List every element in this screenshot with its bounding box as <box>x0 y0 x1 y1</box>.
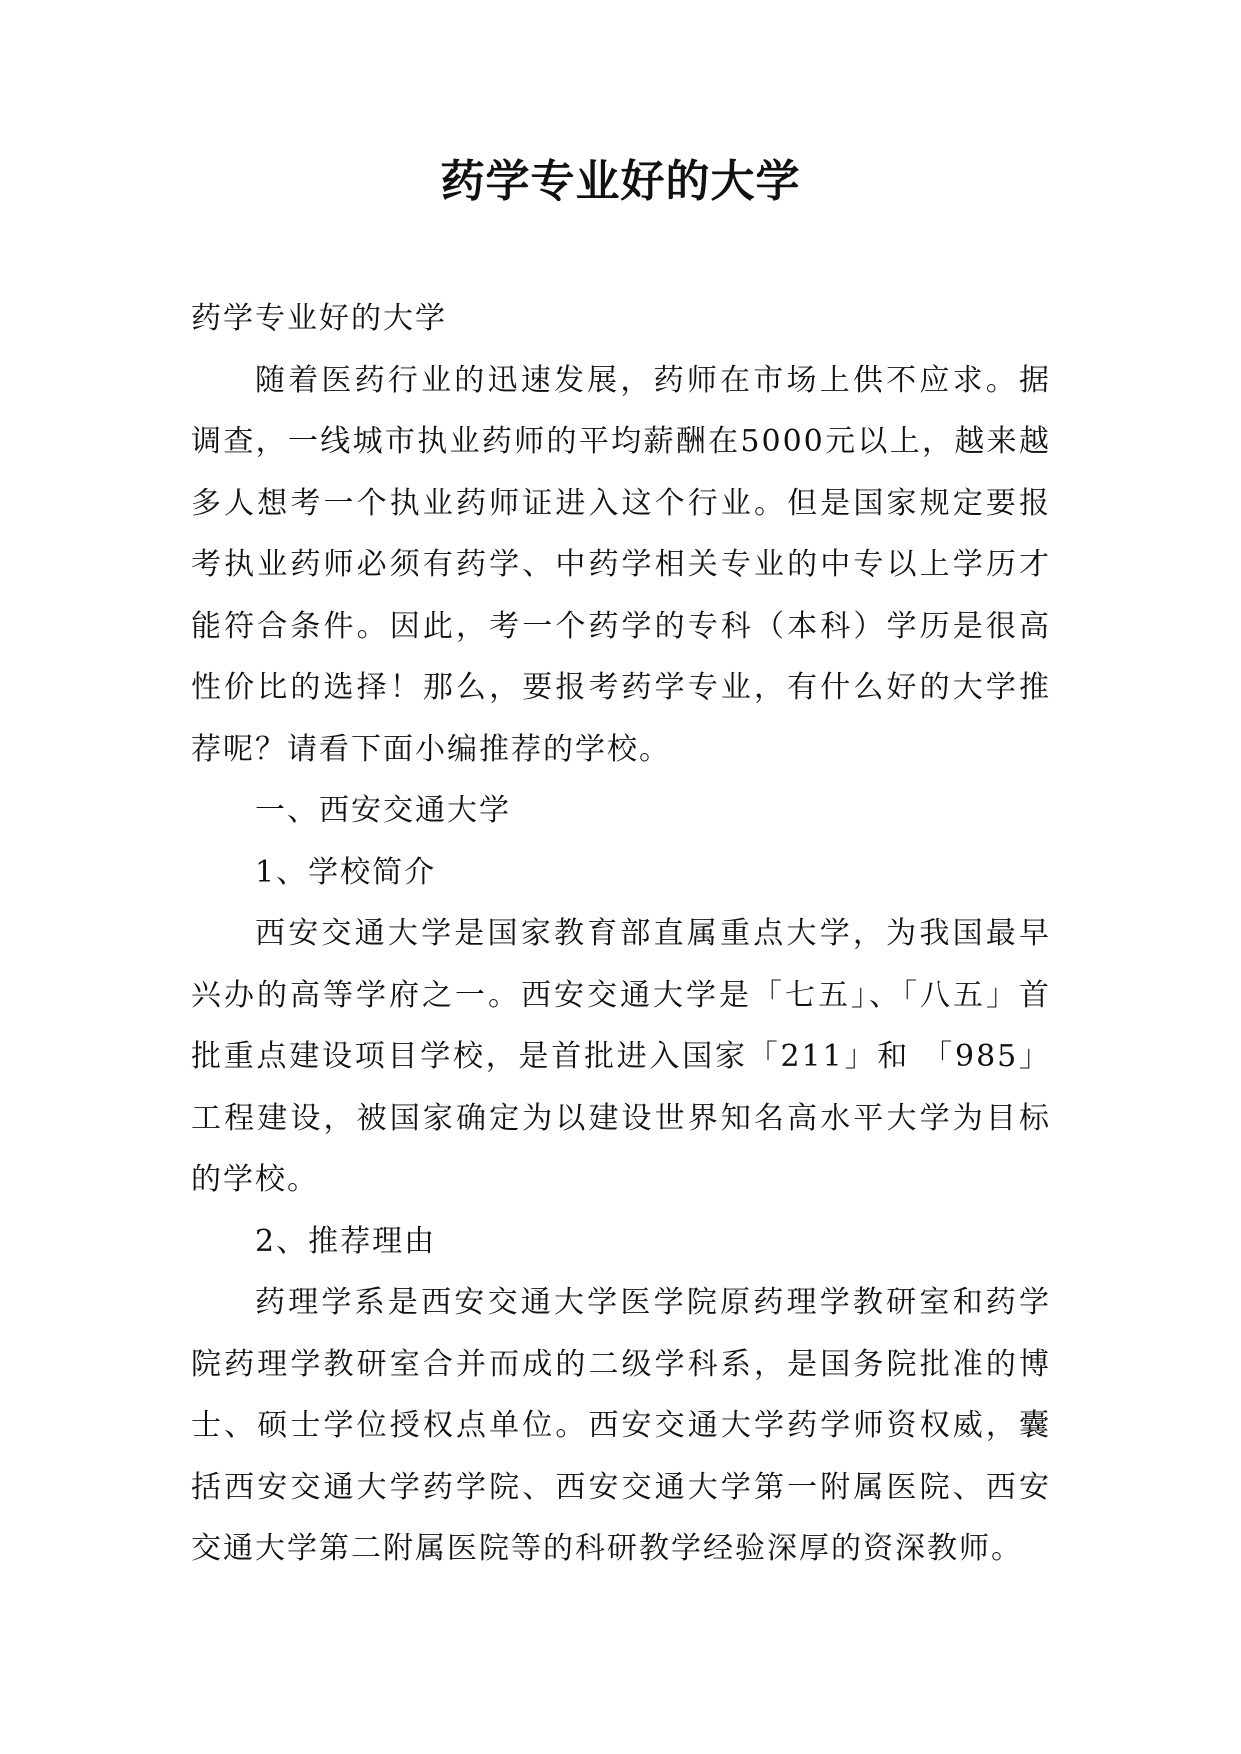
section-heading-xjtu: 一、西安交通大学 <box>255 793 511 828</box>
document-body <box>191 288 1051 1580</box>
document-title: 药学专业好的大学 <box>440 156 801 207</box>
paragraph-reasons: 药理学系是西安交通大学医学院原药理学教研室和药学院药理学教研室合并而成的二级学科系，是国务院批准的博士、硕士学位授权点单位。西安交通大学药学师资权威，囊括西安交通大学药学院、西安交通大学第一附属医院、西安交通大学第二附属医院等的科研教学经验深厚的资深教师。 <box>191 1285 1051 1566</box>
document-subtitle: 药学专业好的大学 <box>191 301 447 336</box>
subsection-heading-reasons: 2、推荐理由 <box>255 1223 437 1259</box>
paragraph-school-intro: 西安交通大学是国家教育部直属重点大学，为我国最早兴办的高等学府之一。西安交通大学是「七五」、「八五」首批重点建设项目学校，是首批进入国家「211」和 「985」工程建设，被国家确定为以建设世界知名高水平大学为目标的学校。 <box>191 916 1051 1197</box>
paragraph-intro: 随着医药行业的迅速发展，药师在市场上供不应求。据调查，一线城市执业药师的平均薪酬在5000元以上，越来越多人想考一个执业药师证进入这个行业。但是国家规定要报考执业药师必须有药学、中药学相关专业的中专以上学历才能符合条件。因此，考一个药学的专科（本科）学历是很高性价比的选择！那么，要报考药学专业，有什么好的大学推荐呢？请看下面小编推荐的学校。 <box>191 362 1051 767</box>
subsection-heading-school-intro: 1、学校简介 <box>255 854 437 890</box>
